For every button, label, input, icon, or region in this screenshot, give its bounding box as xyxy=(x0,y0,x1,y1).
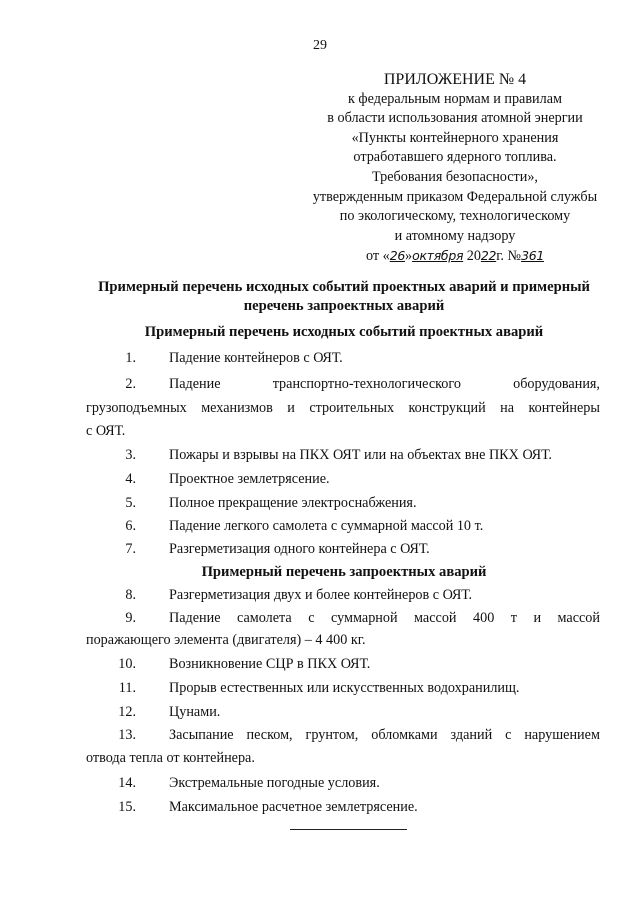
appendix-line: по экологическому, технологическому xyxy=(339,208,571,225)
handwritten-year: 22 xyxy=(480,248,497,264)
page-number: 29 xyxy=(313,38,327,53)
appendix-line: отработавшего ядерного топлива. xyxy=(353,149,557,166)
section-title: Примерный перечень запроектных аварий xyxy=(201,564,487,580)
list-item-continuation: с ОЯТ. xyxy=(86,423,126,439)
list-item-continuation: отвода тепла от контейнера. xyxy=(86,750,255,766)
appendix-line: в области использования атомной энергии xyxy=(327,110,583,127)
section-title: Примерный перечень исходных событий проектных аварий xyxy=(144,324,544,340)
end-divider xyxy=(290,829,407,830)
handwritten-day: 26 xyxy=(389,248,406,264)
appendix-line: «Пункты контейнерного хранения xyxy=(351,129,559,146)
appendix-line: Требования безопасности», xyxy=(372,168,538,185)
main-title: Примерный перечень исходных событий проектных аварий и примерный перечень запроектных аварий xyxy=(98,279,590,314)
order-date-line: от «26»октября 2022г. №361 xyxy=(365,248,545,265)
handwritten-order-number: 361 xyxy=(521,248,545,264)
appendix-line: утвержденным приказом Федеральной службы xyxy=(312,188,598,205)
handwritten-month: октября xyxy=(412,248,464,264)
appendix-line: к федеральным нормам и правилам xyxy=(347,90,562,107)
document-page: 29 ПРИЛОЖЕНИЕ № 4 к федеральным нормам и правилам в области использования атомной энергии «Пункты контейнерного хранения отработавшего ядерного топлива. Требования безопасности», утвержденным приказом Федеральной службы по экологическому, технологическому и атомному надзору от «26»октября 2022г. №361 Примерный перечень исходных событий проектных аварий и примерный перечень запроектных аварий Примерный перечень исходных событий проектных аварий 1. Падение контейнеров с ОЯТ. 2. Падение транспортно-технологического оборудования, грузоподъемных механизмов и строительных конструкций на контейнеры с ОЯТ. 3. Пожары и взрывы на ПКХ ОЯТ или на объектах вне ПКХ ОЯТ. 4. Проектное землетрясение. 5. Полное прекращение электроснабжения. 6. Падение легкого самолета с суммарной массой 10 т. 7. Разгерметизация одного контейнера с ОЯТ. Примерный перечень запроектных аварий 8. Разгерметизация двух и более контейнеров с ОЯТ. 9. Падение самолета с суммарной массой 400 т и массой поражающего элемента (двигателя) – 4 400 кг. 10. Возникновение СЦР в ПКХ ОЯТ. 11. Прорыв естественных или искусственных водохранилищ. 12. Цунами. 13. Засыпание песком, грунтом, обломками зданий с нарушением отвода тепла от контейнера. 14. Экстремальные погодные условия. 15. Максимальное расчетное землетрясение. xyxy=(0,0,640,905)
list-item-continuation: грузоподъемных механизмов и строительных конструкций на контейнеры xyxy=(86,400,600,416)
appendix-line: и атомному надзору xyxy=(394,227,516,244)
list-item-continuation: поражающего элемента (двигателя) – 4 400 кг. xyxy=(86,632,366,648)
appendix-title: ПРИЛОЖЕНИЕ № 4 xyxy=(383,71,527,88)
appendix-header xyxy=(280,70,630,267)
